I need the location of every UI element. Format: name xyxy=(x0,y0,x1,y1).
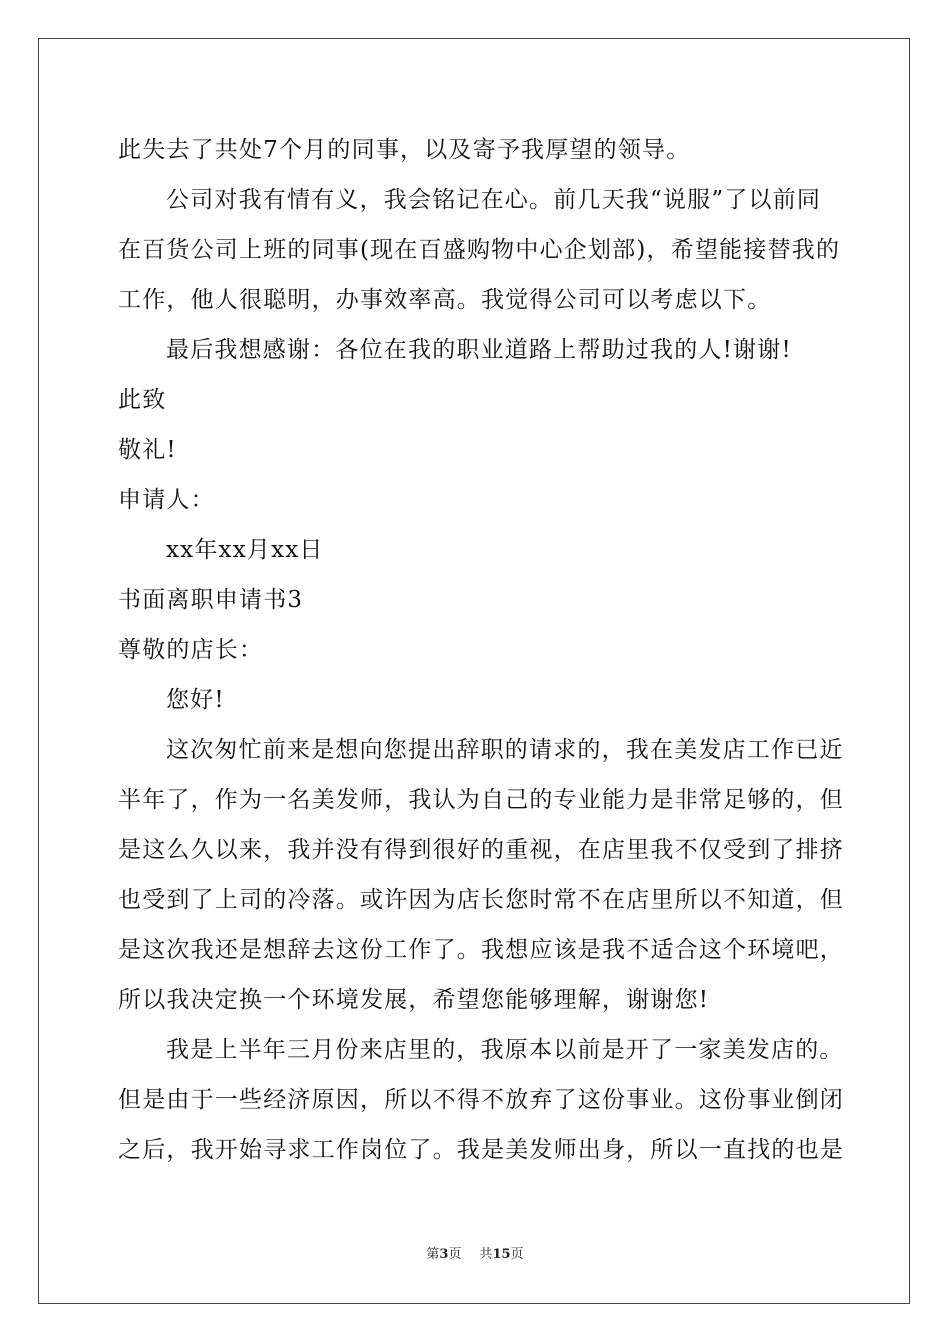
text-line: 是这么久以来，我并没有得到很好的重视，在店里我不仅受到了排挤 xyxy=(118,837,844,863)
greeting-line: 您好! xyxy=(166,687,225,713)
text-line: 所以我决定换一个环境发展，希望您能够理解，谢谢您! xyxy=(118,987,710,1013)
text-line: 这次匆忙前来是想向您提出辞职的请求的，我在美发店工作已近 xyxy=(166,737,844,763)
total-pages: 15 xyxy=(492,1247,511,1262)
text-line: 此失去了共处7个月的同事，以及寄予我厚望的领导。 xyxy=(118,137,691,163)
text-line: 但是由于一些经济原因，所以不得不放弃了这份事业。这份事业倒闭 xyxy=(118,1087,844,1113)
salutation-line: 敬礼! xyxy=(118,437,177,463)
total-prefix: 共 xyxy=(479,1247,493,1262)
text-line: 最后我想感谢：各位在我的职业道路上帮助过我的人!谢谢! xyxy=(166,337,792,363)
text-line: 半年了，作为一名美发师，我认为自己的专业能力是非常足够的，但 xyxy=(118,787,844,813)
page-suffix: 页 xyxy=(448,1247,462,1262)
applicant-label: 申请人： xyxy=(118,487,215,513)
total-suffix: 页 xyxy=(510,1247,524,1262)
text-line: 也受到了上司的冷落。或许因为店长您时常不在店里所以不知道，但 xyxy=(118,887,844,913)
text-line: 我是上半年三月份来店里的，我原本以前是开了一家美发店的。 xyxy=(166,1037,844,1063)
text-line: 在百货公司上班的同事(现在百盛购物中心企划部)，希望能接替我的 xyxy=(118,237,841,263)
date-line: xx年xx月xx日 xyxy=(166,537,324,563)
addressee-line: 尊敬的店长： xyxy=(118,637,264,663)
text-line: 工作，他人很聪明，办事效率高。我觉得公司可以考虑以下。 xyxy=(118,287,772,313)
text-line: 之后，我开始寻求工作岗位了。我是美发师出身，所以一直找的也是 xyxy=(118,1137,844,1163)
page-number: 3 xyxy=(439,1247,449,1262)
closing-line: 此致 xyxy=(118,387,167,413)
section-title: 书面离职申请书3 xyxy=(118,587,304,613)
text-line: 是这次我还是想辞去这份工作了。我想应该是我不适合这个环境吧， xyxy=(118,937,844,963)
text-line: 公司对我有情有义，我会铭记在心。前几天我“说服”了以前同 xyxy=(166,187,822,213)
page-prefix: 第 xyxy=(426,1247,440,1262)
page-footer xyxy=(0,1247,950,1263)
